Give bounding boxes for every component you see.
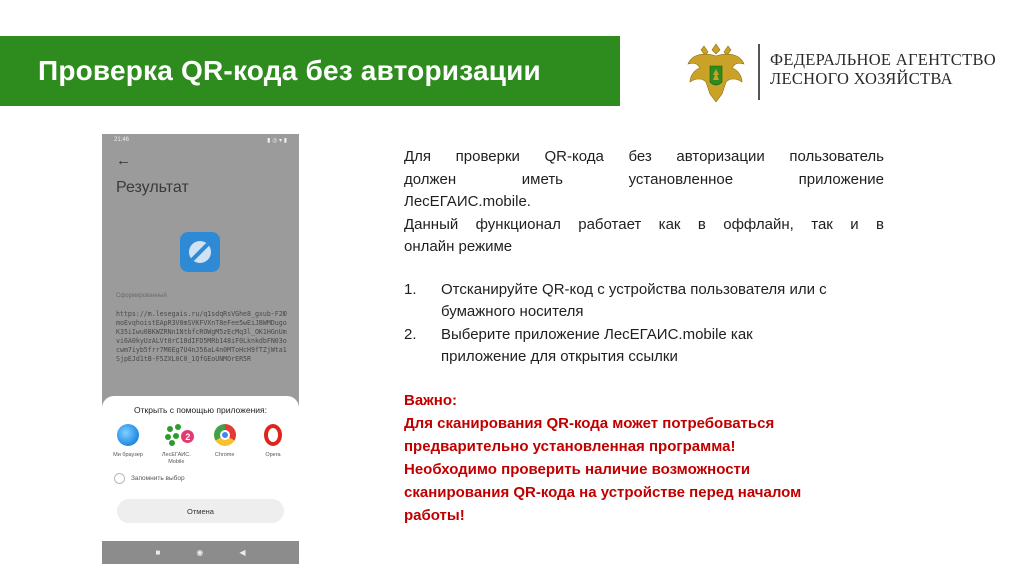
step-badge: 2 [181,430,194,443]
intro-line: должен иметь установленное приложение [404,170,884,188]
android-nav-bar [102,541,299,564]
step-number: 2. [404,325,417,343]
important-line: работы! [404,506,465,524]
intro-line: Для проверки QR-кода без авторизации пользователь [404,148,884,165]
status-time: 21:46 [114,137,130,143]
logo-divider [758,44,760,100]
app-option-lesegais-mobile[interactable] [156,424,196,465]
page-title: Проверка QR-кода без авторизации [38,55,541,86]
remember-choice[interactable] [114,473,185,484]
step-text: Выберите приложение ЛесЕГАИС.mobile как [441,325,753,343]
app-chooser [108,424,293,465]
app-option-chrome[interactable] [205,424,245,465]
agency-name-line1: ФЕДЕРАЛЬНОЕ АГЕНТСТВО [770,50,996,69]
result-label: Сформированный [116,293,167,299]
sheet-title: Открыть с помощью приложения: [134,405,267,415]
app-option-opera[interactable] [253,424,293,465]
intro-line: онлайн режиме [404,238,513,255]
result-title: Результат [116,179,189,196]
open-with-sheet [102,396,299,541]
step-number: 1. [404,280,417,298]
coat-of-arms-icon [684,38,748,108]
home-icon[interactable]: ◉ [196,548,204,557]
important-line: Для сканирования QR-кода может потребоваться [404,414,775,432]
important-line: предварительно установленная программа! [404,437,736,455]
remember-label: Запомнить выбор [131,475,185,482]
status-icons: ▮ ◎ ▾ ▮ [267,138,287,144]
qr-link-text[interactable]: https://m.lesegais.ru/q1sdqRsVGhe8_gxub-F2ЮmoEvqhoistEApR3V0mSVKFVXnT8eFee5wEiJBWMDugoK35iIwu0BKWZRNn1NtbfcROWgM5zEcMq3l_OK1HGnUmvi6A0kyUzALVt0rC18dIFD5MRb148iF0LknkdbFN03ocwm7iyb5frr7M6Eg7U4nJ56aL4n0MToHcH9fTZjWta1SjpEJd1tB-F5ZXL0C0_1QfGEoUNMOrER5R [116,310,287,363]
title-banner [0,36,620,106]
agency-logo [684,38,1004,108]
mi-browser-icon [117,424,139,446]
recent-apps-icon[interactable]: ■ [155,548,161,557]
list-item [404,279,884,324]
agency-name-line2: ЛЕСНОГО ХОЗЯЙСТВА [770,69,953,88]
important-line: сканирования QR-кода на устройстве перед началом [404,483,802,501]
intro-line: Данный функционал работает как в оффлайн, так и в [404,215,884,233]
phone-screenshot [102,134,299,564]
important-note [404,389,884,527]
cancel-button[interactable]: Отмена [117,499,284,523]
remember-checkbox[interactable] [114,473,125,484]
opera-icon [264,424,282,446]
step-text: Отсканируйте QR-код с устройства пользователя или с [441,280,827,298]
step-text: бумажного носителя [441,303,584,320]
back-icon[interactable]: ◀ [239,548,246,557]
app-label: ЛесЕГАИС. Mobile [161,452,191,465]
app-label: Opera [265,452,281,458]
app-label: Ми браузер [113,452,143,458]
app-label: Chrome [214,452,235,458]
important-heading: Важно: [404,391,458,409]
chrome-icon [214,424,236,446]
intro-line: ЛесЕГАИС.mobile. [404,193,531,210]
step-text: приложение для открытия ссылки [441,348,678,365]
agency-name [770,50,996,88]
important-line: Необходимо проверить наличие возможности [404,460,751,478]
status-bar [102,134,299,148]
back-arrow-icon[interactable]: ← [116,152,131,169]
steps-list [404,279,884,369]
app-option-mi-browser[interactable] [108,424,148,465]
list-item [404,324,884,369]
instructions [404,146,884,527]
scanner-app-icon [180,232,220,272]
